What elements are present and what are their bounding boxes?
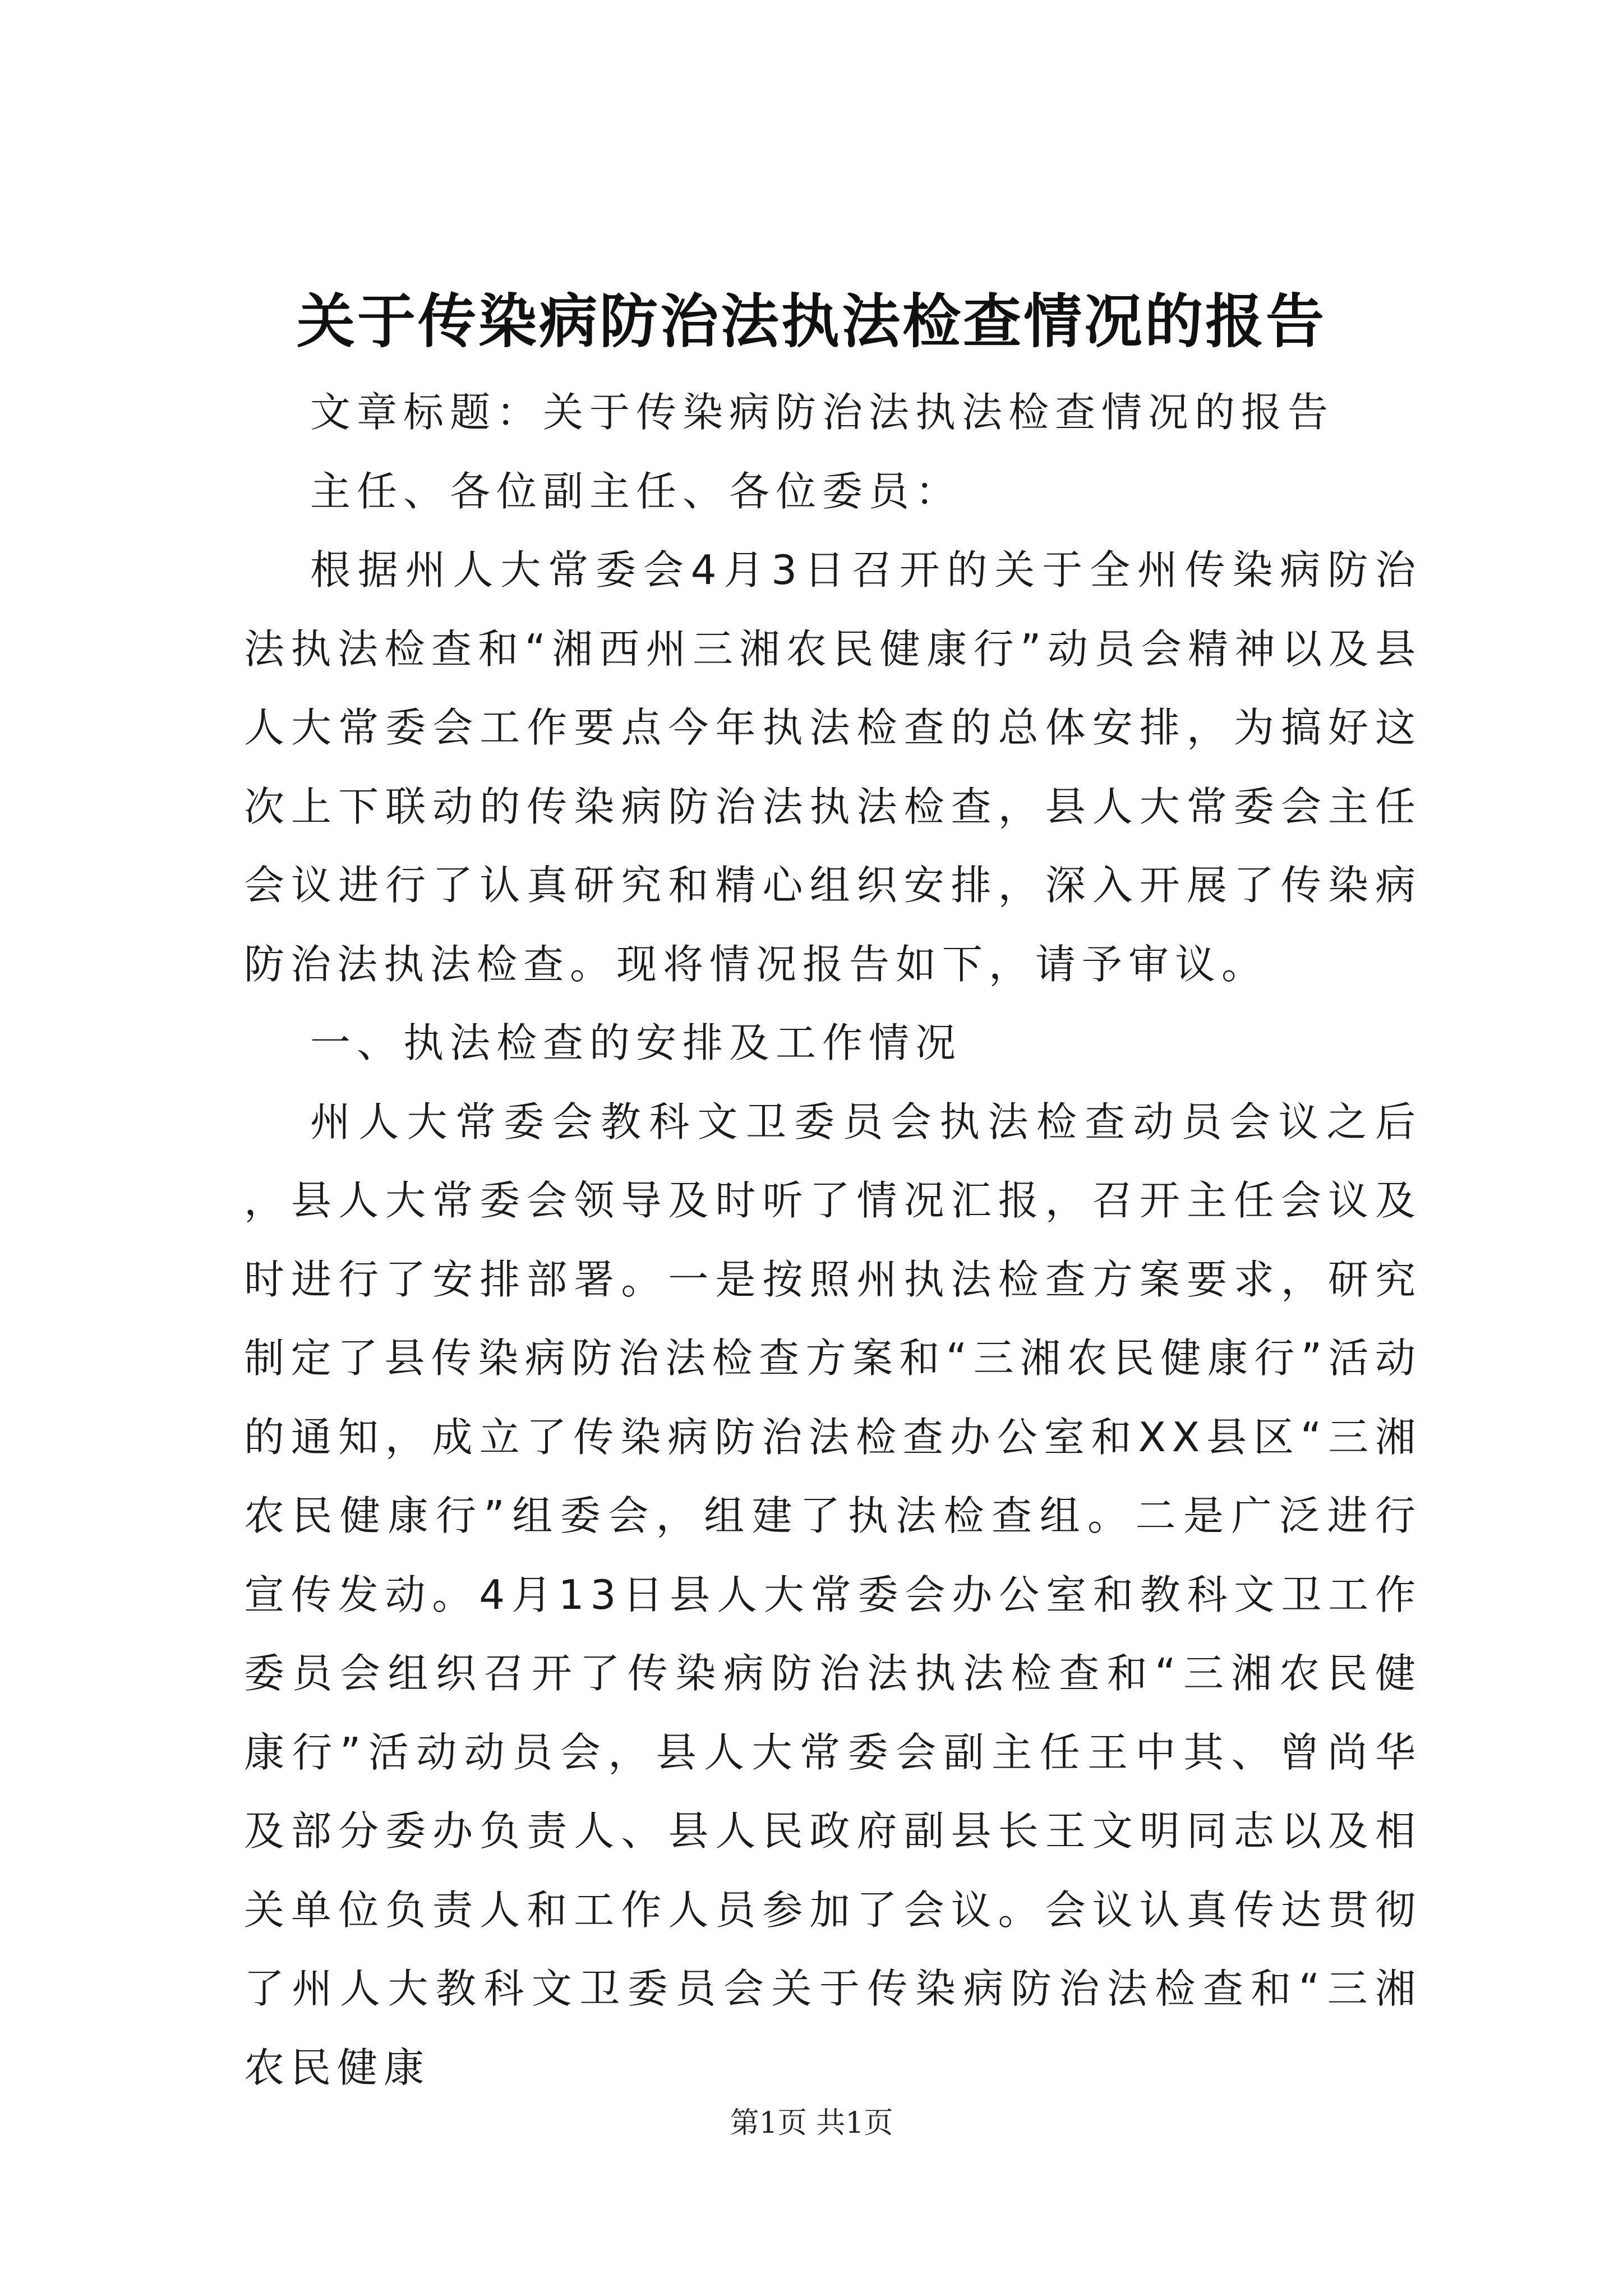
document-body [244,373,1422,2107]
intro-paragraph: 根据州人大常委会4月3日召开的关于全州传染病防治法执法检查和“湘西州三湘农民健康行”动员会精神以及县人大常委会工作要点今年执法检查的总体安排，为搞好这次上下联动的传染病防治法执法检查，县人大常委会主任会议进行了认真研究和精心组织安排，深入开展了传染病防治法执法检查。现将情况报告如下，请予审议。 [244,546,1422,988]
article-title-line: 文章标题：关于传染病防治法执法检查情况的报告 [310,389,1335,436]
document-title: 关于传染病防治法执法检查情况的报告 [296,287,1326,356]
section-heading-1: 一、执法检查的安排及工作情况 [310,1019,962,1066]
section-1-paragraph: 州人大常委会教科文卫委员会执法检查动员会议之后，县人大常委会领导及时听了情况汇报，召开主任会议及时进行了安排部署。一是按照州执法检查方案要求，研究制定了县传染病防治法检查方案和“三湘农民健康行”活动的通知，成立了传染病防治法检查办公室和XX县区“三湘农民健康行”组委会，组建了执法检查组。二是广泛进行宣传发动。4月13日县人大常委会办公室和教科文卫工作委员会组织召开了传染病防治法执法检查和“三湘农民健康行”活动动员会，县人大常委会副主任王中其、曾尚华及部分委办负责人、县人民政府副县长王文明同志以及相关单位负责人和工作人员参加了会议。会议认真传达贯彻了州人大教科文卫委员会关于传染病防治法检查和“三湘农民健康 [244,1098,1422,2091]
page-number-footer: 第1页 共1页 [730,2106,893,2140]
salutation: 主任、各位副主任、各位委员： [310,467,962,515]
